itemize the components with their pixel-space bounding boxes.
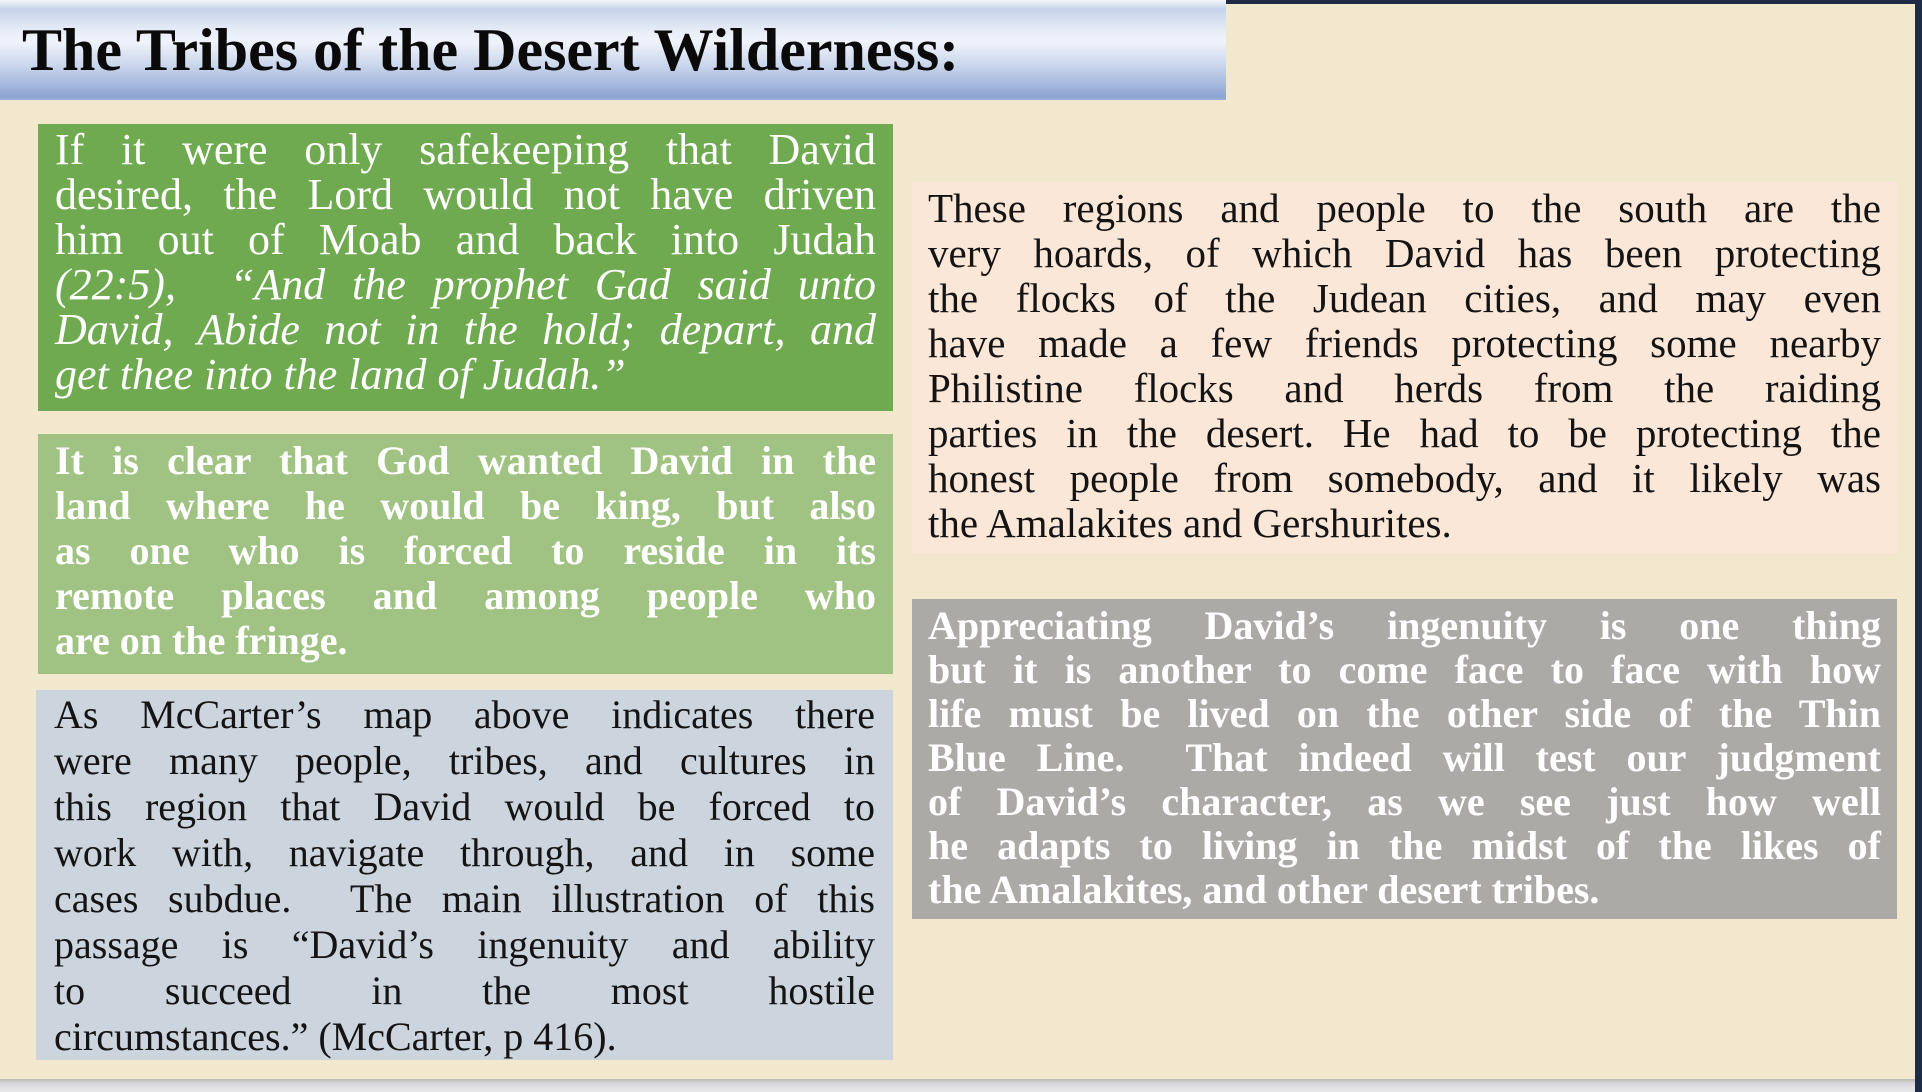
slide-right-border <box>1915 0 1922 1092</box>
scripture-text-italic: (22:5), “And the prophet Gad said unto David, Abide not in the hold; depart, and get thee into the land of Judah.” <box>55 260 876 399</box>
slide-top-border <box>1226 0 1922 4</box>
outside-slide-strip <box>0 1079 1915 1092</box>
god-wanted-david-box <box>38 434 893 674</box>
title-banner <box>0 0 1226 100</box>
scripture-text-regular: If it were only safekeeping that David desired, the Lord would not have driven him out of Moab and back into Judah <box>55 125 876 264</box>
mccarter-map-text: As McCarter’s map above indicates there were many people, tribes, and cultures in this region that David would be forced to work with, navigate through, and in some cases subdue. The main illustration of this passage is “David’s ingenuity and ability to succeed in the most hostile circumstances.” (McCarter, p 416). <box>54 692 875 1059</box>
appreciating-ingenuity-box <box>912 599 1897 919</box>
regions-south-text: These regions and people to the south are the very hoards, of which David has been protecting the flocks of the Judean cities, and may even have made a few friends protecting some nearby Philistine flocks and herds from the raiding parties in the desert. He had to be protecting the honest people from somebody, and it likely was the Amalakites and Gershurites. <box>928 185 1881 546</box>
regions-south-box <box>912 182 1897 553</box>
appreciating-ingenuity-text: Appreciating David’s ingenuity is one thing but it is another to come face to face with how life must be lived on the other side of the Thin Blue Line. That indeed will test our judgment of David’s character, as we see just how well he adapts to living in the midst of the likes of the Amalakites, and other desert tribes. <box>928 603 1881 912</box>
slide-title: The Tribes of the Desert Wilderness: <box>22 16 960 83</box>
mccarter-map-box <box>36 690 893 1060</box>
god-wanted-david-text: It is clear that God wanted David in the land where he would be king, but also as one who is forced to reside in its remote places and among people who are on the fringe. <box>55 438 876 663</box>
scripture-quote-box <box>38 124 893 411</box>
